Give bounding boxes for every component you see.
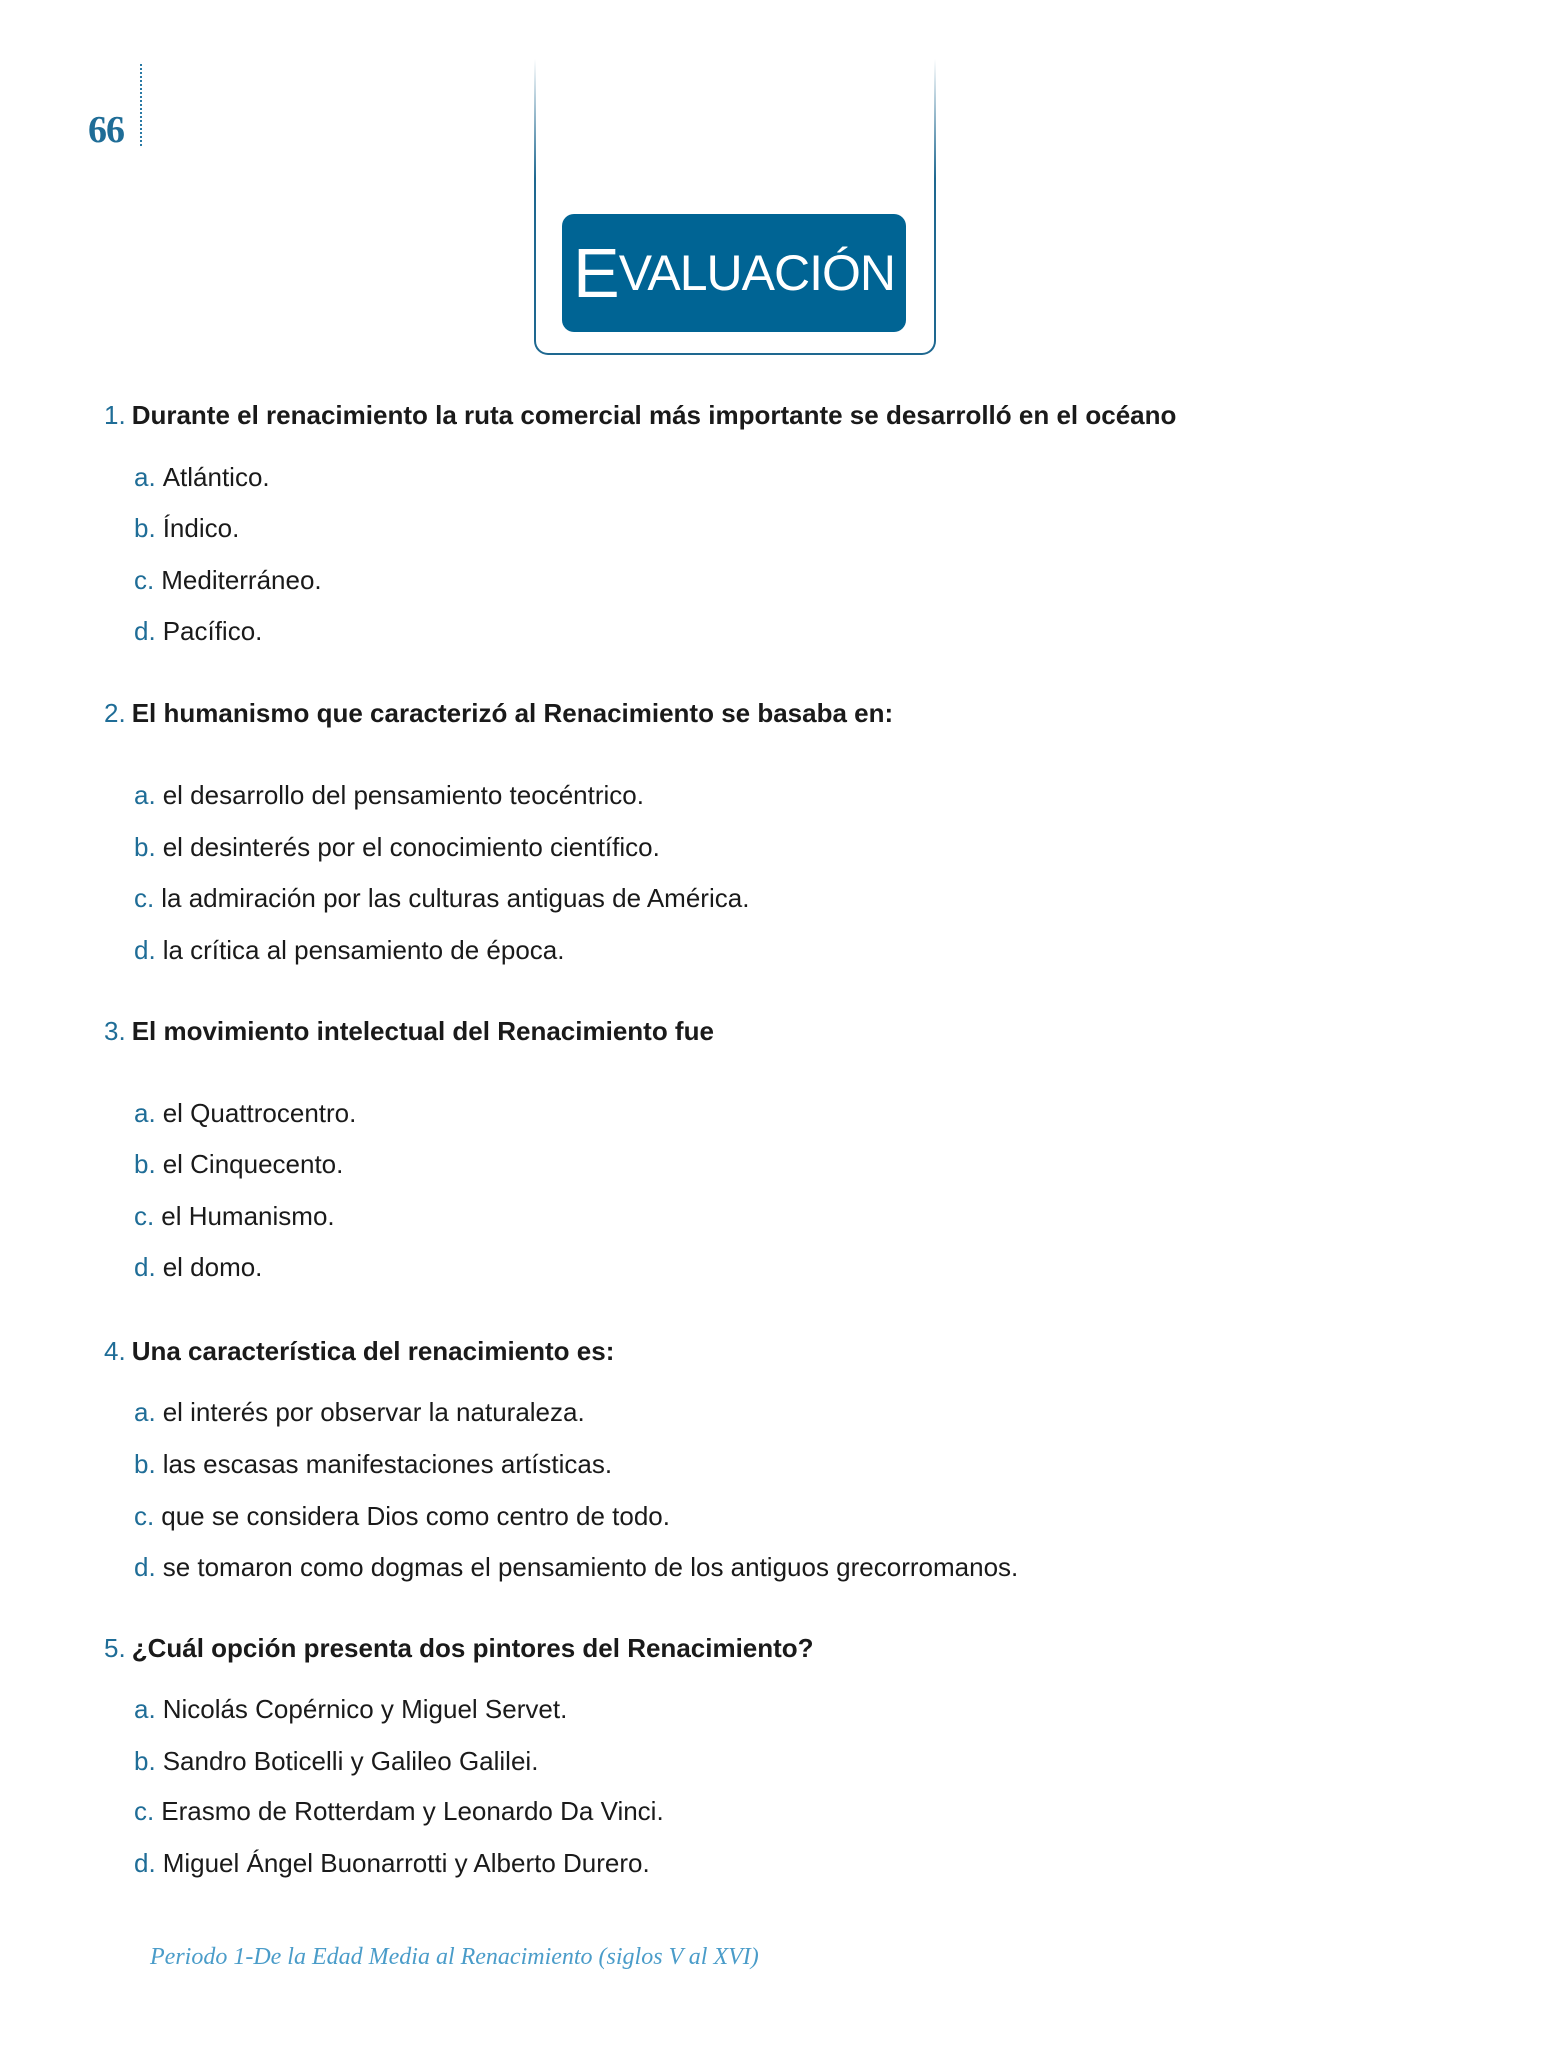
option-letter: a. [134, 462, 156, 492]
dotted-divider [140, 64, 142, 146]
option-1-d [134, 616, 262, 647]
option-letter: c. [134, 1796, 155, 1826]
option-text: Mediterráneo. [161, 565, 322, 595]
option-letter: a. [134, 1694, 156, 1724]
option-letter: b. [134, 832, 156, 862]
question-3 [104, 1016, 714, 1047]
option-text: las escasas manifestaciones artísticas. [162, 1449, 613, 1479]
option-1-c [134, 565, 322, 596]
option-text: Sandro Boticelli y Galileo Galilei. [162, 1746, 539, 1776]
question-1 [104, 400, 1176, 431]
option-2-c [134, 883, 749, 914]
option-text: el Humanismo. [161, 1201, 335, 1231]
section-title [562, 214, 906, 332]
question-text: Una característica del renacimiento es: [131, 1336, 615, 1366]
page-footer: Periodo 1-De la Edad Media al Renacimiento (siglos V al XVI) [150, 1944, 759, 1970]
option-text: se tomaron como dogmas el pensamiento de los antiguos grecorromanos. [162, 1552, 1019, 1582]
option-4-a [134, 1397, 585, 1428]
option-text: Erasmo de Rotterdam y Leonardo Da Vinci. [161, 1796, 664, 1826]
option-letter: d. [134, 1848, 156, 1878]
option-text: Pacífico. [162, 616, 263, 646]
question-text: El humanismo que caracterizó al Renacimiento se basaba en: [131, 698, 894, 728]
option-5-a [134, 1694, 567, 1725]
option-3-a [134, 1098, 356, 1129]
option-2-b [134, 832, 660, 863]
option-text: Atlántico. [162, 462, 270, 492]
option-letter: a. [134, 1098, 156, 1128]
option-3-d [134, 1252, 262, 1283]
option-text: el desinterés por el conocimiento científico. [162, 832, 660, 862]
option-5-d [134, 1848, 650, 1879]
question-text: El movimiento intelectual del Renacimiento fue [131, 1016, 714, 1046]
option-text: Nicolás Copérnico y Miguel Servet. [162, 1694, 568, 1724]
question-4 [104, 1336, 614, 1367]
option-text: Índico. [162, 513, 240, 543]
option-5-b [134, 1746, 538, 1777]
option-letter: c. [134, 1501, 155, 1531]
option-3-c [134, 1201, 335, 1232]
option-letter: b. [134, 1149, 156, 1179]
option-text: el Cinquecento. [162, 1149, 344, 1179]
option-letter: d. [134, 616, 156, 646]
option-text: el domo. [162, 1252, 263, 1282]
option-letter: d. [134, 1552, 156, 1582]
option-letter: a. [134, 780, 156, 810]
option-letter: c. [134, 883, 155, 913]
option-4-c [134, 1501, 670, 1532]
option-text: el desarrollo del pensamiento teocéntrico. [162, 780, 644, 810]
option-letter: b. [134, 1449, 156, 1479]
question-number: 4. [104, 1336, 126, 1366]
question-number: 3. [104, 1016, 126, 1046]
option-5-c [134, 1796, 664, 1827]
option-4-d [134, 1552, 1018, 1583]
option-letter: c. [134, 565, 155, 595]
option-text: la admiración por las culturas antiguas de América. [161, 883, 750, 913]
option-letter: a. [134, 1397, 156, 1427]
option-text: que se considera Dios como centro de todo. [161, 1501, 670, 1531]
option-text: la crítica al pensamiento de época. [162, 935, 565, 965]
option-letter: d. [134, 1252, 156, 1282]
question-text: Durante el renacimiento la ruta comercial más importante se desarrolló en el océano [131, 400, 1177, 430]
question-number: 1. [104, 400, 126, 430]
option-letter: b. [134, 513, 156, 543]
option-1-a [134, 462, 270, 493]
option-4-b [134, 1449, 612, 1480]
option-letter: d. [134, 935, 156, 965]
option-text: el Quattrocentro. [162, 1098, 357, 1128]
section-title-initial: E [573, 234, 619, 312]
option-2-a [134, 780, 644, 811]
option-letter: c. [134, 1201, 155, 1231]
option-1-b [134, 513, 239, 544]
question-text: ¿Cuál opción presenta dos pintores del Renacimiento? [131, 1633, 814, 1663]
option-letter: b. [134, 1746, 156, 1776]
page-number: 66 [88, 109, 124, 151]
option-2-d [134, 935, 564, 966]
section-title-rest: VALUACIÓN [618, 245, 895, 301]
question-2 [104, 698, 893, 729]
question-number: 2. [104, 698, 126, 728]
question-5 [104, 1633, 814, 1664]
option-3-b [134, 1149, 343, 1180]
option-text: el interés por observar la naturaleza. [162, 1397, 585, 1427]
question-number: 5. [104, 1633, 126, 1663]
option-text: Miguel Ángel Buonarrotti y Alberto Durero. [162, 1848, 650, 1878]
